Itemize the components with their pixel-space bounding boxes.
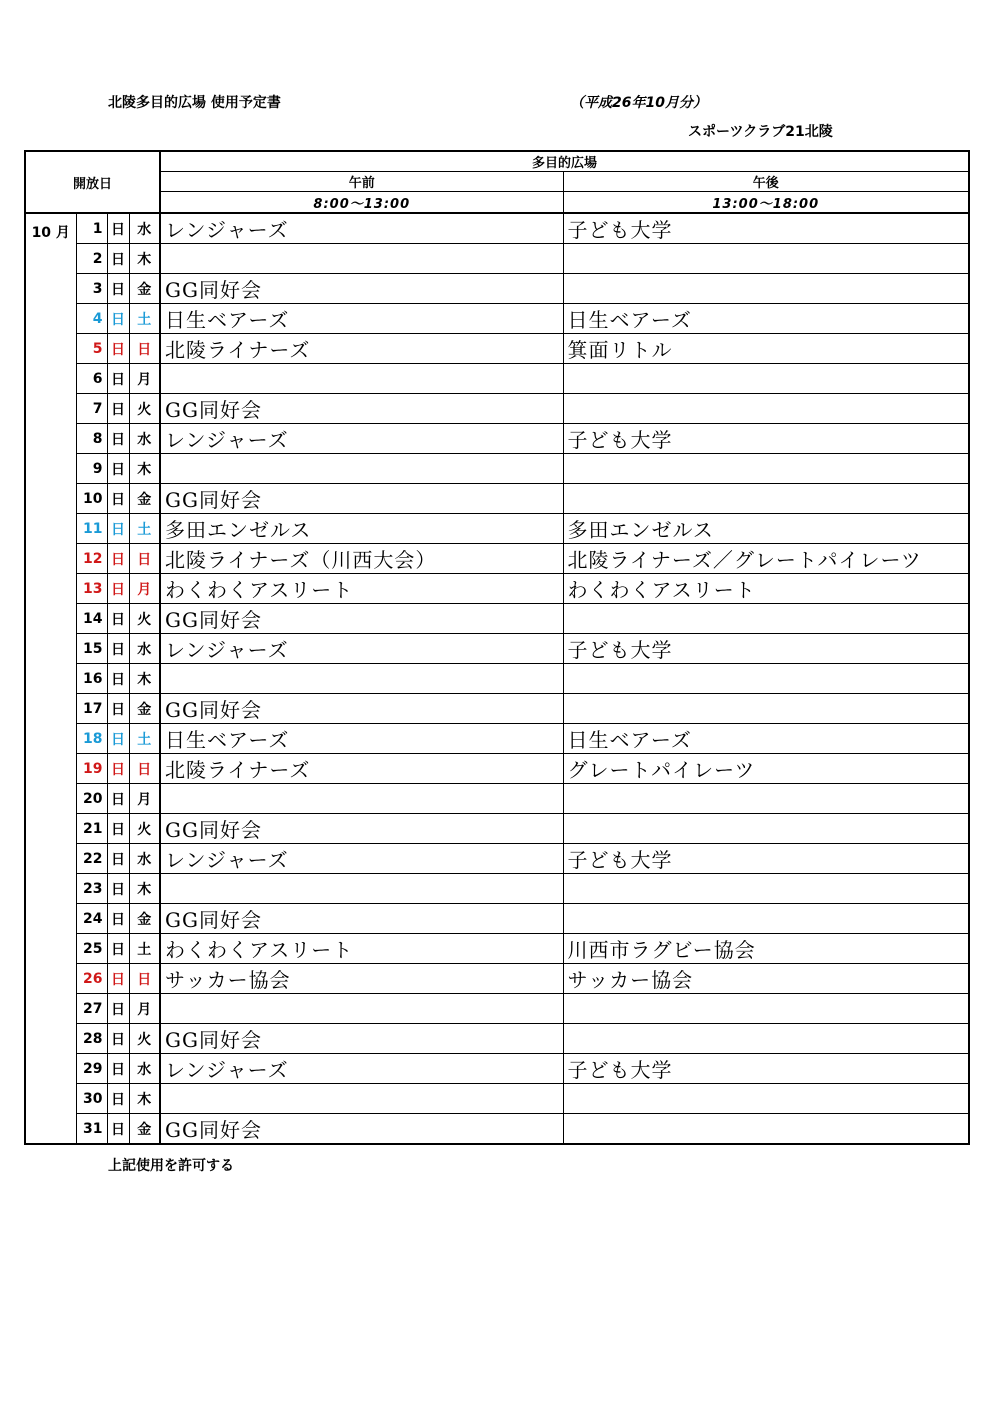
header-row-session xyxy=(25,172,969,192)
morning-event xyxy=(160,994,563,1024)
day-number: 29 xyxy=(76,1054,107,1084)
weekday: 土 xyxy=(129,934,160,964)
afternoon-event xyxy=(563,244,969,274)
day-number: 26 xyxy=(76,964,107,994)
afternoon-event xyxy=(563,484,969,514)
weekday: 水 xyxy=(129,634,160,664)
morning-event: レンジャーズ xyxy=(160,844,563,874)
weekday: 水 xyxy=(129,1054,160,1084)
header-row-facility xyxy=(25,151,969,172)
table-row xyxy=(25,934,969,964)
day-suffix: 日 xyxy=(107,334,129,364)
table-row xyxy=(25,784,969,814)
weekday: 日 xyxy=(129,754,160,784)
day-number: 4 xyxy=(76,304,107,334)
day-suffix: 日 xyxy=(107,514,129,544)
day-number: 30 xyxy=(76,1084,107,1114)
afternoon-event: 北陵ライナーズ／グレートパイレーツ xyxy=(563,544,969,574)
day-suffix: 日 xyxy=(107,213,129,244)
weekday: 金 xyxy=(129,694,160,724)
table-row xyxy=(25,634,969,664)
day-suffix: 日 xyxy=(107,994,129,1024)
table-row xyxy=(25,814,969,844)
morning-header: 午前 xyxy=(160,172,563,192)
day-number: 14 xyxy=(76,604,107,634)
schedule-body xyxy=(25,213,969,1144)
day-number: 5 xyxy=(76,334,107,364)
weekday: 金 xyxy=(129,274,160,304)
afternoon-event: 日生ベアーズ xyxy=(563,724,969,754)
morning-event: 日生ベアーズ xyxy=(160,304,563,334)
afternoon-event: 子ども大学 xyxy=(563,213,969,244)
day-suffix: 日 xyxy=(107,934,129,964)
month-cell: 10 月 xyxy=(25,213,76,1144)
morning-event: GG同好会 xyxy=(160,1114,563,1145)
day-suffix: 日 xyxy=(107,484,129,514)
morning-event: レンジャーズ xyxy=(160,424,563,454)
table-row xyxy=(25,724,969,754)
morning-event: 北陵ライナーズ（川西大会） xyxy=(160,544,563,574)
day-suffix: 日 xyxy=(107,394,129,424)
day-number: 11 xyxy=(76,514,107,544)
weekday: 水 xyxy=(129,213,160,244)
day-suffix: 日 xyxy=(107,604,129,634)
weekday: 火 xyxy=(129,1024,160,1054)
morning-event xyxy=(160,1084,563,1114)
day-number: 31 xyxy=(76,1114,107,1145)
weekday: 月 xyxy=(129,994,160,1024)
morning-time: 8:00〜13:00 xyxy=(160,192,563,214)
morning-event: GG同好会 xyxy=(160,394,563,424)
weekday: 金 xyxy=(129,484,160,514)
day-number: 21 xyxy=(76,814,107,844)
morning-event: サッカー協会 xyxy=(160,964,563,994)
day-suffix: 日 xyxy=(107,724,129,754)
table-row xyxy=(25,274,969,304)
day-number: 18 xyxy=(76,724,107,754)
table-row xyxy=(25,694,969,724)
day-suffix: 日 xyxy=(107,874,129,904)
morning-event xyxy=(160,364,563,394)
morning-event: GG同好会 xyxy=(160,604,563,634)
afternoon-event: 箕面リトル xyxy=(563,334,969,364)
day-number: 7 xyxy=(76,394,107,424)
facility-header: 多目的広場 xyxy=(160,151,969,172)
weekday: 土 xyxy=(129,724,160,754)
weekday: 日 xyxy=(129,964,160,994)
morning-event: 北陵ライナーズ xyxy=(160,754,563,784)
day-suffix: 日 xyxy=(107,574,129,604)
weekday: 日 xyxy=(129,334,160,364)
table-row xyxy=(25,454,969,484)
day-number: 9 xyxy=(76,454,107,484)
afternoon-header: 午後 xyxy=(563,172,969,192)
morning-event: GG同好会 xyxy=(160,904,563,934)
morning-event: 北陵ライナーズ xyxy=(160,334,563,364)
table-row xyxy=(25,334,969,364)
organization-name: スポーツクラブ21北陵 xyxy=(688,124,833,140)
afternoon-event xyxy=(563,784,969,814)
day-number: 28 xyxy=(76,1024,107,1054)
day-suffix: 日 xyxy=(107,784,129,814)
afternoon-event xyxy=(563,1114,969,1145)
period-label: （平成26年10月分） xyxy=(570,95,707,111)
day-suffix: 日 xyxy=(107,364,129,394)
day-number: 16 xyxy=(76,664,107,694)
table-row xyxy=(25,213,969,244)
day-number: 27 xyxy=(76,994,107,1024)
table-row xyxy=(25,1054,969,1084)
morning-event xyxy=(160,454,563,484)
morning-event xyxy=(160,784,563,814)
day-suffix: 日 xyxy=(107,454,129,484)
morning-event: レンジャーズ xyxy=(160,213,563,244)
morning-event: GG同好会 xyxy=(160,484,563,514)
day-suffix: 日 xyxy=(107,244,129,274)
table-row xyxy=(25,844,969,874)
afternoon-event: グレートパイレーツ xyxy=(563,754,969,784)
day-suffix: 日 xyxy=(107,424,129,454)
afternoon-event xyxy=(563,874,969,904)
day-suffix: 日 xyxy=(107,1054,129,1084)
morning-event: レンジャーズ xyxy=(160,634,563,664)
afternoon-event xyxy=(563,904,969,934)
table-row xyxy=(25,604,969,634)
weekday: 木 xyxy=(129,454,160,484)
day-number: 19 xyxy=(76,754,107,784)
afternoon-event: サッカー協会 xyxy=(563,964,969,994)
day-number: 13 xyxy=(76,574,107,604)
morning-event xyxy=(160,874,563,904)
morning-event: 日生ベアーズ xyxy=(160,724,563,754)
day-number: 22 xyxy=(76,844,107,874)
afternoon-event: 子ども大学 xyxy=(563,844,969,874)
day-suffix: 日 xyxy=(107,304,129,334)
morning-event: GG同好会 xyxy=(160,694,563,724)
weekday: 木 xyxy=(129,244,160,274)
table-row xyxy=(25,1084,969,1114)
afternoon-event: 子ども大学 xyxy=(563,424,969,454)
table-row xyxy=(25,484,969,514)
table-row xyxy=(25,964,969,994)
table-row xyxy=(25,574,969,604)
day-number: 2 xyxy=(76,244,107,274)
table-row xyxy=(25,754,969,784)
day-suffix: 日 xyxy=(107,544,129,574)
day-number: 17 xyxy=(76,694,107,724)
table-row xyxy=(25,364,969,394)
day-number: 24 xyxy=(76,904,107,934)
afternoon-event xyxy=(563,1024,969,1054)
weekday: 土 xyxy=(129,514,160,544)
morning-event xyxy=(160,244,563,274)
afternoon-event: 子ども大学 xyxy=(563,1054,969,1084)
day-number: 15 xyxy=(76,634,107,664)
weekday: 水 xyxy=(129,424,160,454)
day-number: 1 xyxy=(76,213,107,244)
table-row xyxy=(25,664,969,694)
weekday: 月 xyxy=(129,364,160,394)
day-number: 25 xyxy=(76,934,107,964)
weekday: 金 xyxy=(129,1114,160,1145)
day-suffix: 日 xyxy=(107,1024,129,1054)
afternoon-event: 子ども大学 xyxy=(563,634,969,664)
approval-text: 上記使用を許可する xyxy=(108,1158,234,1174)
day-number: 3 xyxy=(76,274,107,304)
afternoon-event xyxy=(563,394,969,424)
afternoon-event: わくわくアスリート xyxy=(563,574,969,604)
afternoon-event xyxy=(563,364,969,394)
afternoon-event xyxy=(563,664,969,694)
table-row xyxy=(25,424,969,454)
afternoon-event xyxy=(563,814,969,844)
weekday: 木 xyxy=(129,664,160,694)
day-suffix: 日 xyxy=(107,964,129,994)
weekday: 日 xyxy=(129,544,160,574)
table-row xyxy=(25,514,969,544)
table-row xyxy=(25,304,969,334)
morning-event xyxy=(160,664,563,694)
afternoon-event: 日生ベアーズ xyxy=(563,304,969,334)
day-number: 6 xyxy=(76,364,107,394)
day-suffix: 日 xyxy=(107,904,129,934)
afternoon-time: 13:00〜18:00 xyxy=(563,192,969,214)
afternoon-event xyxy=(563,274,969,304)
day-number: 8 xyxy=(76,424,107,454)
day-suffix: 日 xyxy=(107,274,129,304)
header-row-time xyxy=(25,192,969,214)
table-row xyxy=(25,1114,969,1145)
day-number: 10 xyxy=(76,484,107,514)
morning-event: GG同好会 xyxy=(160,814,563,844)
table-row xyxy=(25,394,969,424)
day-suffix: 日 xyxy=(107,694,129,724)
morning-event: わくわくアスリート xyxy=(160,574,563,604)
morning-event: GG同好会 xyxy=(160,1024,563,1054)
day-suffix: 日 xyxy=(107,814,129,844)
weekday: 水 xyxy=(129,844,160,874)
morning-event: わくわくアスリート xyxy=(160,934,563,964)
weekday: 土 xyxy=(129,304,160,334)
day-number: 20 xyxy=(76,784,107,814)
day-suffix: 日 xyxy=(107,844,129,874)
open-day-header: 開放日 xyxy=(25,151,160,213)
day-number: 12 xyxy=(76,544,107,574)
day-suffix: 日 xyxy=(107,664,129,694)
day-suffix: 日 xyxy=(107,754,129,784)
weekday: 月 xyxy=(129,784,160,814)
day-suffix: 日 xyxy=(107,1084,129,1114)
weekday: 火 xyxy=(129,814,160,844)
weekday: 木 xyxy=(129,874,160,904)
table-row xyxy=(25,994,969,1024)
afternoon-event: 多田エンゼルス xyxy=(563,514,969,544)
day-suffix: 日 xyxy=(107,1114,129,1145)
document-title: 北陵多目的広場 使用予定書 xyxy=(108,95,281,111)
afternoon-event xyxy=(563,994,969,1024)
weekday: 火 xyxy=(129,604,160,634)
day-suffix: 日 xyxy=(107,634,129,664)
day-number: 23 xyxy=(76,874,107,904)
morning-event: レンジャーズ xyxy=(160,1054,563,1084)
table-row xyxy=(25,544,969,574)
weekday: 木 xyxy=(129,1084,160,1114)
table-row xyxy=(25,904,969,934)
morning-event: GG同好会 xyxy=(160,274,563,304)
table-row xyxy=(25,874,969,904)
afternoon-event xyxy=(563,1084,969,1114)
table-row xyxy=(25,1024,969,1054)
weekday: 月 xyxy=(129,574,160,604)
weekday: 火 xyxy=(129,394,160,424)
table-row xyxy=(25,244,969,274)
afternoon-event xyxy=(563,604,969,634)
weekday: 金 xyxy=(129,904,160,934)
morning-event: 多田エンゼルス xyxy=(160,514,563,544)
afternoon-event: 川西市ラグビー協会 xyxy=(563,934,969,964)
afternoon-event xyxy=(563,694,969,724)
schedule-table xyxy=(24,150,970,1145)
afternoon-event xyxy=(563,454,969,484)
